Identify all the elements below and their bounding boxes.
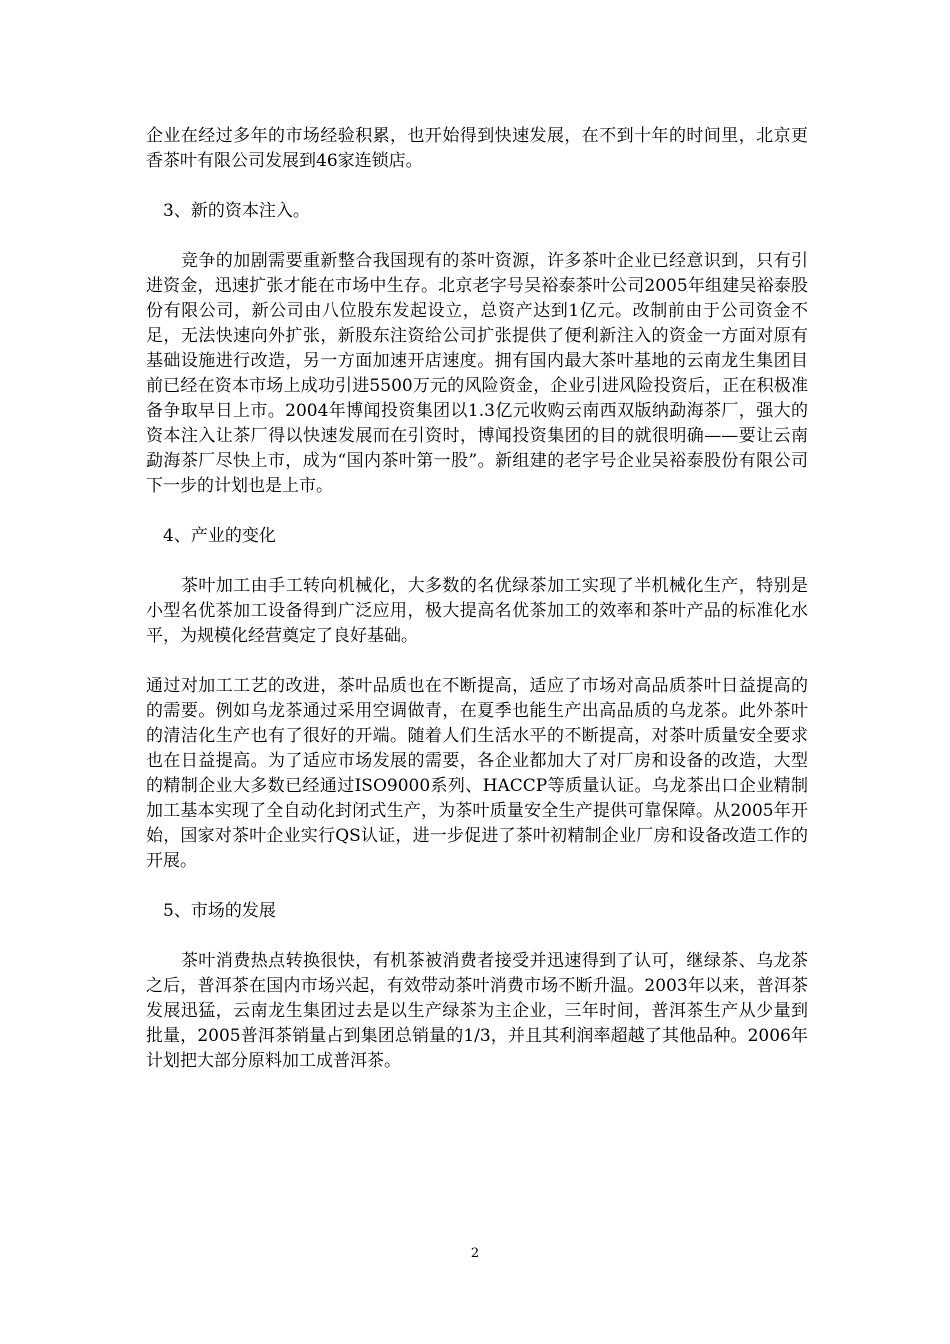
- paragraph-intro-continuation: 企业在经过多年的市场经验积累，也开始得到快速发展，在不到十年的时间里，北京更香茶叶有限公司发展到46家连锁店。: [146, 126, 808, 171]
- section-heading-industry-change: 4、产业的变化: [163, 526, 276, 546]
- paragraph-quality-improvement: 通过对加工工艺的改进，茶叶品质也在不断提高，适应了市场对高品质茶叶日益提高的的需要。例如乌龙茶通过采用空调做青，在夏季也能生产出高品质的乌龙茶。此外茶叶的清洁化生产也有了很好的开端。随着人们生活水平的不断提高，对茶叶质量安全要求也在日益提高。为了适应市场发展的需要，各企业都加大了对厂房和设备的改造，大型的精制企业大多数已经通过ISO9000系列、HACCP等质量认证。乌龙茶出口企业精制加工基本实现了全自动化封闭式生产，为茶叶质量安全生产提供可靠保障。从2005年开始，国家对茶叶企业实行QS认证，进一步促进了茶叶初精制企业厂房和设备改造工作的开展。: [146, 676, 808, 871]
- paragraph-market-development: 茶叶消费热点转换很快，有机茶被消费者接受并迅速得到了认可，继绿茶、乌龙茶之后，普洱茶在国内市场兴起，有效带动茶叶消费市场不断升温。2003年以来，普洱茶发展迅猛，云南龙生集团过去是以生产绿茶为主企业，三年时间，普洱茶生产从少量到批量，2005普洱茶销量占到集团总销量的1/3，并且其利润率超越了其他品种。2006年计划把大部分原料加工成普洱茶。: [146, 951, 808, 1071]
- document-body: [146, 124, 808, 1099]
- paragraph-capital-injection: 竞争的加剧需要重新整合我国现有的茶叶资源，许多茶叶企业已经意识到，只有引进资金，迅速扩张才能在市场中生存。北京老字号吴裕泰茶叶公司2005年组建吴裕泰股份有限公司，新公司由八位股东发起设立，总资产达到1亿元。改制前由于公司资金不足，无法快速向外扩张，新股东注资给公司扩张提供了便利新注入的资金一方面对原有基础设施进行改造，另一方面加速开店速度。拥有国内最大茶叶基地的云南龙生集团目前已经在资本市场上成功引进5500万元的风险资金，企业引进风险投资后，正在积极准备争取早日上市。2004年博闻投资集团以1.3亿元收购云南西双版纳勐海茶厂，强大的资本注入让茶厂得以快速发展而在引资时，博闻投资集团的目的就很明确——要让云南勐海茶厂尽快上市，成为“国内茶叶第一股”。新组建的老字号企业吴裕泰股份有限公司下一步的计划也是上市。: [146, 251, 808, 496]
- section-heading-market-development: 5、市场的发展: [163, 901, 276, 921]
- page-number: 2: [470, 1246, 480, 1261]
- paragraph-mechanization: 茶叶加工由手工转向机械化，大多数的名优绿茶加工实现了半机械化生产，特别是小型名优茶加工设备得到广泛应用，极大提高名优茶加工的效率和茶叶产品的标准化水平，为规模化经营奠定了良好基础。: [146, 576, 808, 646]
- section-heading-capital-injection: 3、新的资本注入。: [163, 201, 310, 221]
